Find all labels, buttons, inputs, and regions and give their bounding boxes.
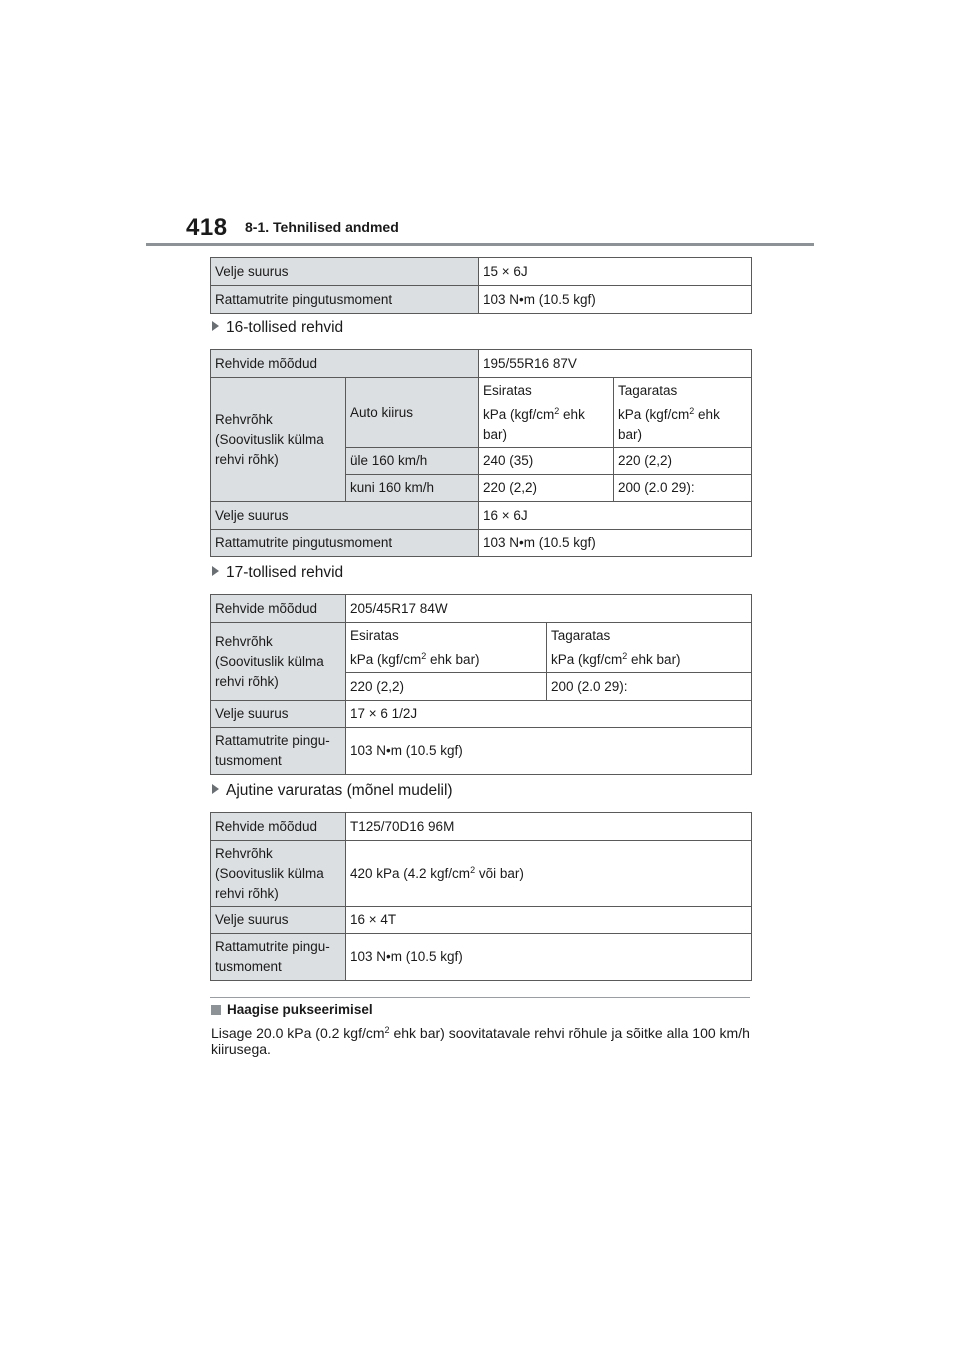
tire-size-value: 195/55R16 87V: [479, 350, 752, 378]
table-row: [211, 286, 752, 314]
pressure-value: 420 kPa (4.2 kgf/$cm^2$ või bar): [346, 841, 752, 907]
table-row: [211, 530, 752, 557]
table-row: [211, 701, 752, 728]
tire-size-label: Rehvide mõõdud: [211, 813, 346, 841]
rear-header: [547, 623, 752, 673]
front-header: [479, 378, 614, 448]
note-body: Lisage 20.0 kPa (0.2 kgf/$cm^2$ ehk bar) soovitatavale rehvi rõhule ja sõitke alla 100 km/h kiirusega.: [211, 1025, 750, 1057]
section-title: 8-1. Tehnilised andmed: [245, 219, 399, 235]
front-unit: kPa ($kgf/cm^2$ ehk bar): [483, 405, 585, 442]
table-15-inch-tail: [210, 257, 752, 314]
front-header: [346, 623, 547, 673]
rear-unit: kPa ($kgf/cm^2$ ehk bar): [618, 405, 720, 442]
heading-16-inch: [212, 319, 343, 337]
table-16-inch: [210, 349, 752, 557]
rear-title: Tagaratas: [618, 382, 678, 398]
page-number: 418: [186, 214, 228, 241]
front-title: Esiratas: [483, 382, 532, 398]
rear-value: 200 (2.0 29):: [547, 673, 752, 701]
rim-size-value: 16 × 6J: [479, 502, 752, 530]
rear-value: 200 (2.0 29):: [614, 475, 752, 502]
front-value: 240 (35): [479, 448, 614, 475]
table-row: [211, 728, 752, 775]
table-row: [211, 378, 752, 448]
table-row: [211, 623, 752, 673]
tire-size-label: Rehvide mõõdud: [211, 595, 346, 623]
pressure-label: Rehvrõhk (Soovituslik külma rehvi rõhk): [211, 623, 346, 701]
table-row: [211, 595, 752, 623]
heading-17-inch: [212, 564, 343, 582]
table-row: [211, 350, 752, 378]
heading-text: Ajutine varuratas (mõnel mudelil): [226, 782, 453, 799]
torque-value: 103 N•m (10.5 kgf): [479, 530, 752, 557]
table-row: [211, 934, 752, 981]
rim-size-value: 17 × 6 1/2J: [346, 701, 752, 728]
table-spare-tire: [210, 812, 752, 981]
rear-unit: kPa ($kgf/cm^2$ ehk bar): [551, 650, 681, 667]
rim-size-label: Velje suurus: [211, 907, 346, 934]
speed-value: üle 160 km/h: [346, 448, 479, 475]
note-title: [211, 1002, 373, 1017]
front-unit: kPa ($kgf/cm^2$ ehk bar): [350, 650, 480, 667]
torque-value: 103 N•m (10.5 kgf): [479, 286, 752, 314]
torque-label: Rattamutrite pingutusmoment: [211, 530, 479, 557]
torque-label: Rattamutrite pingu-tusmoment: [211, 728, 346, 775]
speed-label: Auto kiirus: [346, 378, 479, 448]
rim-size-value: 16 × 4T: [346, 907, 752, 934]
heading-text: 16-tollised rehvid: [226, 319, 344, 336]
rim-size-label: Velje suurus: [211, 701, 346, 728]
tire-size-value: T125/70D16 96M: [346, 813, 752, 841]
note-title-text: Haagise pukseerimisel: [227, 1002, 373, 1017]
pressure-label: Rehvrõhk (Soovituslik külma rehvi rõhk): [211, 378, 346, 502]
torque-label: Rattamutrite pingutusmoment: [211, 286, 479, 314]
torque-value: 103 N•m (10.5 kgf): [346, 728, 752, 775]
rear-title: Tagaratas: [551, 627, 611, 643]
tire-size-value: 205/45R17 84W: [346, 595, 752, 623]
torque-value: 103 N•m (10.5 kgf): [346, 934, 752, 981]
triangle-bullet-icon: [212, 566, 219, 576]
heading-spare-tire: [212, 782, 453, 800]
rear-header: [614, 378, 752, 448]
tire-size-label: Rehvide mõõdud: [211, 350, 479, 378]
table-row: [211, 841, 752, 907]
note-divider: [210, 997, 750, 998]
front-value: 220 (2,2): [346, 673, 547, 701]
rear-value: 220 (2,2): [614, 448, 752, 475]
front-value: 220 (2,2): [479, 475, 614, 502]
rim-size-label: Velje suurus: [211, 502, 479, 530]
table-17-inch: [210, 594, 752, 775]
table-row: [211, 502, 752, 530]
square-bullet-icon: [211, 1005, 221, 1015]
table-row: [211, 258, 752, 286]
table-row: [211, 813, 752, 841]
speed-value: kuni 160 km/h: [346, 475, 479, 502]
triangle-bullet-icon: [212, 321, 219, 331]
rim-size-label: Velje suurus: [211, 258, 479, 286]
header-divider: [146, 243, 814, 246]
pressure-label: Rehvrõhk (Soovituslik külma rehvi rõhk): [211, 841, 346, 907]
rim-size-value: 15 × 6J: [479, 258, 752, 286]
triangle-bullet-icon: [212, 784, 219, 794]
front-title: Esiratas: [350, 627, 399, 643]
torque-label: Rattamutrite pingu-tusmoment: [211, 934, 346, 981]
table-row: [211, 907, 752, 934]
heading-text: 17-tollised rehvid: [226, 564, 344, 581]
